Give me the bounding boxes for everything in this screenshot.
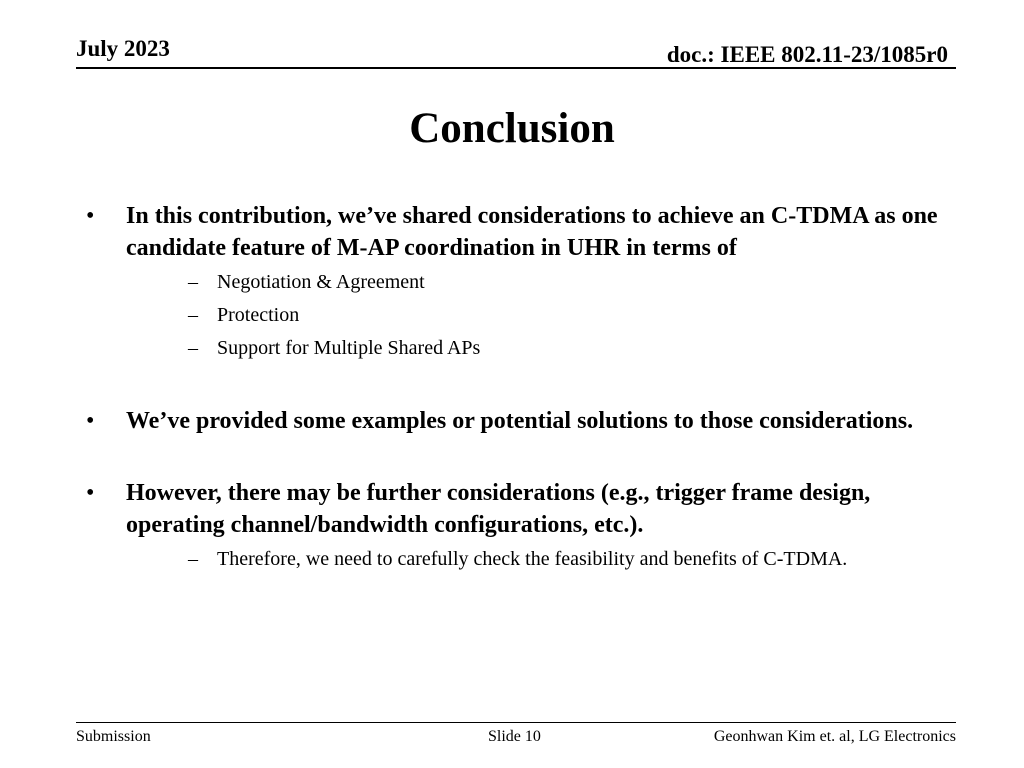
bullet-item-1 (80, 200, 960, 365)
dash-marker: – (188, 548, 198, 570)
sub-item-text: Therefore, we need to carefully check the feasibility and benefits of C-TDMA. (217, 548, 848, 570)
spacer (80, 437, 960, 477)
sub-item (126, 543, 960, 576)
bullet-text: However, there may be further considerations (e.g., trigger frame design, operating channel/bandwidth configurations, etc.). (126, 480, 871, 538)
sub-list (126, 266, 960, 365)
sub-list (126, 543, 960, 576)
bullet-item-3 (80, 477, 960, 576)
footer-slide-number: Slide 10 (488, 728, 541, 745)
spacer (80, 365, 960, 405)
footer-submission: Submission (76, 728, 151, 745)
sub-item (126, 332, 960, 365)
sub-item-text: Support for Multiple Shared APs (217, 337, 481, 359)
bullet-text: In this contribution, we’ve shared considerations to achieve an C-TDMA as one candidate feature of M-AP coordination in UHR in terms of (126, 203, 938, 261)
slide-body (80, 200, 960, 576)
sub-item-text: Negotiation & Agreement (217, 271, 425, 293)
bullet-item-2 (80, 405, 960, 437)
header-date: July 2023 (76, 36, 170, 61)
dash-marker: – (188, 337, 198, 359)
bullet-marker: • (86, 408, 95, 434)
sub-item (126, 299, 960, 332)
footer-author: Geonhwan Kim et. al, LG Electronics (713, 728, 956, 745)
dash-marker: – (188, 304, 198, 326)
footer-divider (76, 722, 956, 723)
bullet-marker: • (86, 203, 95, 229)
header-divider (76, 67, 956, 69)
bullet-marker: • (86, 480, 95, 506)
bullet-text: We’ve provided some examples or potential solutions to those considerations. (126, 408, 914, 434)
sub-item (126, 266, 960, 299)
sub-item-text: Protection (217, 304, 300, 326)
slide-title: Conclusion (409, 105, 615, 152)
header-doc-id: doc.: IEEE 802.11-23/1085r0 (666, 42, 948, 67)
dash-marker: – (188, 271, 198, 293)
